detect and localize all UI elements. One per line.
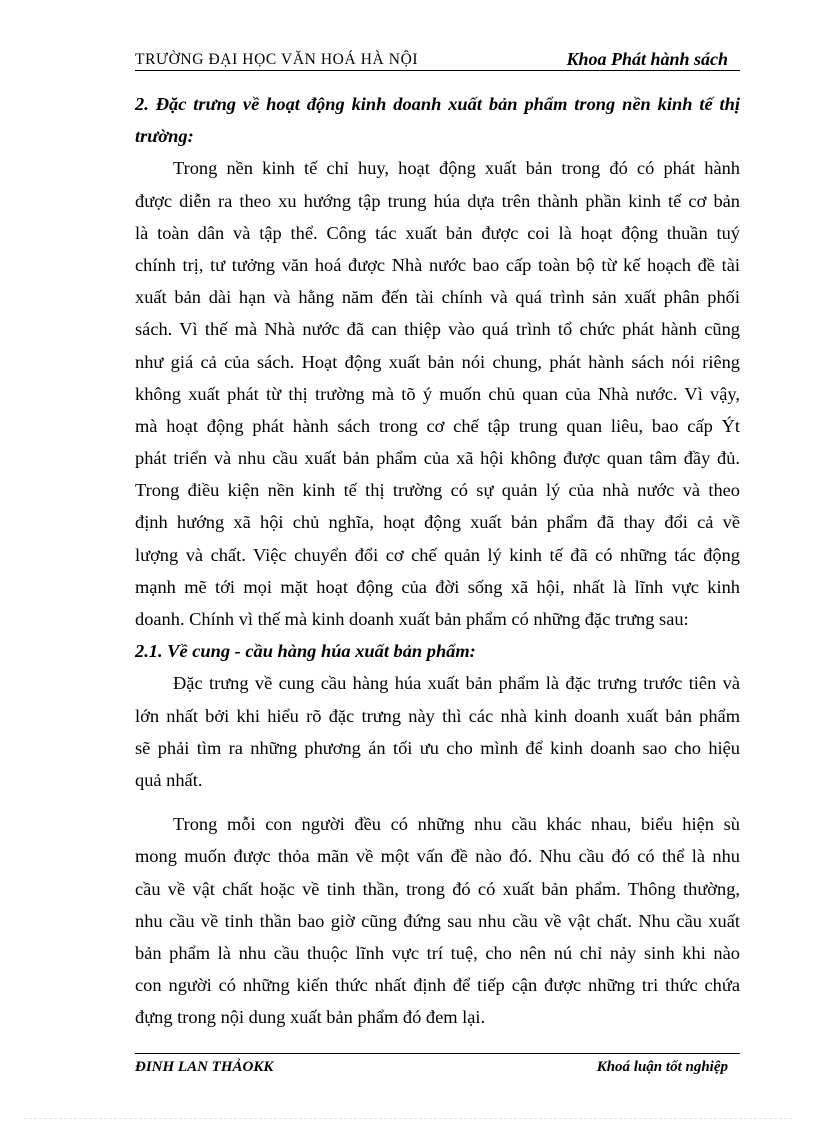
heading-line: trường: bbox=[135, 126, 194, 147]
paragraph-line: doanh. Chính vì thế mà kinh doanh xuất bản phẩm có những đặc trưng sau: bbox=[135, 609, 689, 629]
paragraph-line: cầu về vật chất hoặc về tinh thần, trong đó có xuất bản phẩm. Thông thường, bbox=[135, 878, 740, 899]
page-bottom-edge bbox=[24, 1118, 792, 1119]
paragraph-line: sách. Vì thế mà Nhà nước đã can thiệp vào quá trình tổ chức phát hành cũng bbox=[135, 319, 740, 340]
paragraph-line: mạnh mẽ tới mọi mặt hoạt động của đời sống xã hội, nhất là lĩnh vực kinh bbox=[135, 576, 740, 597]
paragraph-line: Trong điều kiện nền kinh tế thị trường có sự quản lý của nhà nước và theo bbox=[135, 480, 740, 501]
paragraph-line: phát triển và nhu cầu xuất bản phẩm của xã hội không được quan tâm đầy đủ. bbox=[135, 448, 740, 469]
paragraph-line: Trong mỗi con người đều có những nhu cầu khác nhau, biểu hiện sù bbox=[173, 814, 740, 835]
page-footer bbox=[135, 1053, 740, 1078]
paragraph-line: lượng và chất. Việc chuyển đổi cơ chế quản lý kinh tế đã có những tác động bbox=[135, 544, 740, 565]
section-2-heading bbox=[135, 88, 740, 152]
paragraph-line: xuất bản dài hạn và hằng năm đến tài chính và quá trình sản xuất phân phối bbox=[135, 287, 740, 308]
document-body bbox=[135, 88, 740, 1033]
paragraph-line: quả nhất. bbox=[135, 769, 203, 790]
paragraph-line: con người có những kiến thức nhất định để tiếp cận được những tri thức chứa bbox=[135, 975, 740, 996]
section-2-1-heading: 2.1. Về cung - cầu hàng húa xuất bản phẩm: bbox=[135, 641, 476, 662]
heading-line: 2. Đặc trưng về hoạt động kinh doanh xuất bản phẩm trong nền kinh tế thị bbox=[135, 94, 740, 114]
footer-author-name: ĐINH LAN THẢOKK bbox=[135, 1059, 274, 1075]
paragraph-line: mong muốn được thỏa mãn về một vấn đề nào đó. Nhu cầu đó có thể là nhu bbox=[135, 846, 740, 867]
section-2-1-paragraph-1 bbox=[135, 667, 740, 796]
paragraph-line: lớn nhất bởi khi hiểu rõ đặc trưng này thì các nhà kinh doanh xuất bản phẩm bbox=[135, 705, 740, 726]
paragraph-line: nhu cầu về tinh thần bao giờ cũng đứng sau nhu cầu về vật chất. Nhu cầu xuất bbox=[135, 910, 740, 931]
paragraph-line: chính trị, tư tưởng văn hoá được Nhà nước bao cấp toàn bộ từ kế hoạch đề tài bbox=[135, 254, 740, 275]
paragraph-line: là toàn dân và tập thể. Công tác xuất bản được coi là hoạt động thuần tuý bbox=[135, 222, 740, 243]
paragraph-line: Trong nền kinh tế chỉ huy, hoạt động xuất bản trong đó có phát hành bbox=[173, 158, 740, 179]
paragraph-spacing bbox=[135, 796, 740, 808]
paragraph-line: Đặc trưng về cung cầu hàng húa xuất bản phẩm là đặc trưng trước tiên và bbox=[173, 673, 740, 694]
paragraph-line: như giá cả của sách. Hoạt động xuất bản nói chung, phát hành sách nói riêng bbox=[135, 351, 740, 372]
section-2-1-paragraph-2 bbox=[135, 808, 740, 1033]
header-university-name: TRƯỜNG ĐẠI HỌC VĂN HOÁ HÀ NỘI bbox=[135, 51, 419, 68]
header-faculty-name: Khoa Phát hành sách bbox=[566, 49, 728, 69]
footer-document-type: Khoá luận tốt nghiệp bbox=[596, 1059, 728, 1075]
paragraph-line: không xuất phát từ thị trường mà tõ ý muốn chủ quan của Nhà nước. Vì vậy, bbox=[135, 383, 740, 404]
paragraph-line: đựng trong nội dung xuất bản phẩm đó đem lại. bbox=[135, 1007, 486, 1028]
page-header bbox=[135, 48, 740, 71]
section-2-paragraph bbox=[135, 152, 740, 635]
paragraph-line: sẽ phải tìm ra những phương án tối ưu cho mình để kinh doanh sao cho hiệu bbox=[135, 737, 740, 758]
paragraph-line: được diễn ra theo xu hướng tập trung húa dựa trên thành phần kinh tế cơ bản bbox=[135, 190, 740, 211]
paragraph-line: mà hoạt động phát hành sách trong cơ chế tập trung quan liêu, bao cấp Ýt bbox=[135, 415, 740, 436]
paragraph-line: định hướng xã hội chủ nghĩa, hoạt động xuất bản phẩm đã thay đổi cả về bbox=[135, 512, 740, 533]
paragraph-line: bản phẩm là nhu cầu thuộc lĩnh vực trí tuệ, cho nên nú chỉ nảy sinh khi nào bbox=[135, 942, 740, 963]
